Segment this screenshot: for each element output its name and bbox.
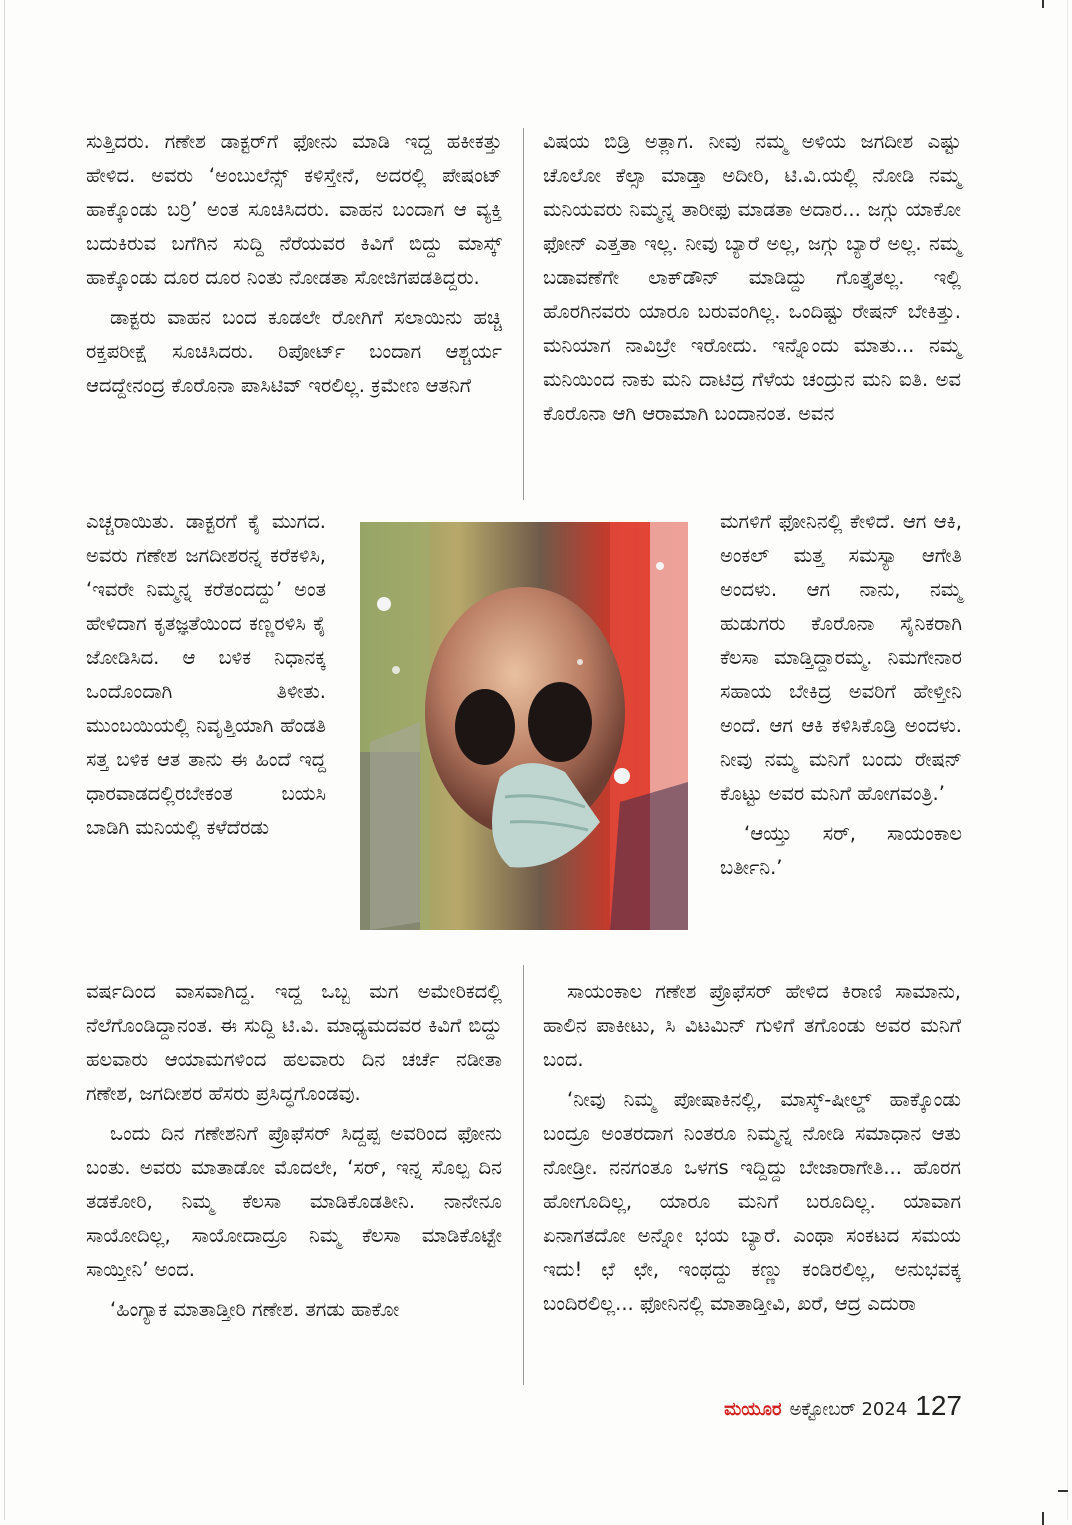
right-narrow-column bbox=[720, 505, 962, 891]
paragraph: ‘ಆಯ್ತು ಸರ್, ಸಾಯಂಕಾಲ ಬರ್ತೀನಿ.’ bbox=[720, 822, 962, 879]
illustration-icon bbox=[360, 522, 688, 930]
paragraph: ಎಚ್ಚರಾಯಿತು. ಡಾಕ್ಟರಗೆ ಕೈ ಮುಗದ. ಅವರು ಗಣೇಶ ಜಗದೀಶರನ್ನ ಕರೆಕಳಿಸಿ, ‘ಇವರೇ ನಿಮ್ಮನ್ನ ಕರೆತಂದದ್ದು’ ಅಂತ ಹೇಳಿದಾಗ ಕೃತಜ್ಞತೆಯಿಂದ ಕಣ್ಣರಳಿಸಿ ಕೈ ಜೋಡಿಸಿದ. ಆ ಬಳಿಕ ನಿಧಾನಕ್ಕ ಒಂದೊಂದಾಗಿ ತಿಳೀತು. ಮುಂಬಯಿಯಲ್ಲಿ ನಿವೃತ್ತಿಯಾಗಿ ಹೆಂಡತಿ ಸತ್ತ ಬಳಿಕ ಆತ ತಾನು ಈ ಹಿಂದೆ ಇದ್ದ ಧಾರವಾಡದಲ್ಲಿರಬೇಕಂತ ಬಯಸಿ ಬಾಡಿಗಿ ಮನಿಯಲ್ಲಿ ಕಳೆದೆರಡು bbox=[86, 510, 326, 839]
crop-mark bbox=[1042, 1512, 1044, 1525]
paragraph: ಒಂದು ದಿನ ಗಣೇಶನಿಗೆ ಪ್ರೊಫೆಸರ್ ಸಿದ್ದಪ್ಪ ಅವರಿಂದ ಫೋನು ಬಂತು. ಅವರು ಮಾತಾಡೋ ಮೊದಲೇ, ‘ಸರ್, ಇನ್ನ ಸೊಲ್ಪ ದಿನ ತಡಕೋರಿ, ನಿಮ್ಮ ಕೆಲಸಾ ಮಾಡಿಕೊಡತೀನಿ. ನಾನೇನೂ ಸಾಯೋದಿಲ್ಲ, ಸಾಯೋದಾದ್ರೂ ನಿಮ್ಮ ಕೆಲಸಾ ಮಾಡಿಕೊಟ್ಟೇ ಸಾಯ್ತೀನಿ’ ಅಂದ. bbox=[86, 1122, 502, 1281]
masked-skull-illustration bbox=[360, 522, 688, 930]
paragraph: ಮಗಳಿಗೆ ಫೋನಿನಲ್ಲಿ ಕೇಳಿದೆ. ಆಗ ಆಕಿ, ಅಂಕಲ್ ಮತ್ತ ಸಮಸ್ಯಾ ಆಗೇತಿ ಅಂದಳು. ಆಗ ನಾನು, ನಮ್ಮ ಹುಡುಗರು ಕೊರೊನಾ ಸೈನಿಕರಾಗಿ ಕೆಲಸಾ ಮಾಡ್ತಿದ್ದಾರಮ್ಮ. ನಿಮಗೇನಾರ ಸಹಾಯ ಬೇಕಿದ್ರ ಅವರಿಗೆ ಹೇಳ್ತೀನಿ ಅಂದೆ. ಆಗ ಆಕಿ ಕಳಿಸಿಕೊಡ್ರಿ ಅಂದಳು. ನೀವು ನಮ್ಮ ಮನಿಗೆ ಬಂದು ರೇಷನ್ ಕೊಟ್ಟು ಅವರ ಮನಿಗೆ ಹೋಗವಂತ್ರಿ.’ bbox=[720, 510, 962, 805]
page-number: 127 bbox=[915, 1390, 962, 1421]
paragraph: ‘ನೀವು ನಿಮ್ಮ ಪೋಷಾಕಿನಲ್ಲಿ, ಮಾಸ್ಕ್-ಷೀಲ್ಡ್ ಹಾಕ್ಕೊಂಡು ಬಂದ್ರೂ ಅಂತರದಾಗ ನಿಂತರೂ ನಿಮ್ಮನ್ನ ನೋಡಿ ಸಮಾಧಾನ ಆತು ನೋಡ್ರೀ. ನನಗಂತೂ ಒಳಗs ಇದ್ದಿದ್ದು ಬೇಜಾರಾಗೇತಿ... ಹೊರಗ ಹೋಗೂದಿಲ್ಲ, ಯಾರೂ ಮನಿಗೆ ಬರೂದಿಲ್ಲ. ಯಾವಾಗ ಏನಾಗತದೋ ಅನ್ನೋ ಭಯ ಬ್ಯಾರೆ. ಎಂಥಾ ಸಂಕಟದ ಸಮಯ ಇದು! ಛೆ ಛೇ, ಇಂಥದ್ದು ಕಣ್ಣು ಕಂಡಿರಲಿಲ್ಲ, ಅನುಭವಕ್ಕ ಬಂದಿರಲಿಲ್ಲ... ಫೋನಿನಲ್ಲಿ ಮಾತಾಡ್ತೀವಿ, ಖರೆ, ಆದ್ರ ಎದುರಾ bbox=[543, 1088, 961, 1315]
left-column bbox=[86, 125, 502, 409]
paragraph: ವಿಷಯ ಬಿಡ್ರಿ ಅತ್ಲಾಗ. ನೀವು ನಮ್ಮ ಅಳಿಯ ಜಗದೀಶ ಎಷ್ಟು ಚೊಲೋ ಕೆಲ್ಸಾ ಮಾಡ್ತಾ ಅದೀರಿ, ಟಿ.ವಿ.ಯಲ್ಲಿ ನೋಡಿ ನಮ್ಮ ಮನಿಯವರು ನಿಮ್ಮನ್ನ ತಾರೀಫು ಮಾಡತಾ ಅದಾರ... ಜಗ್ಗು ಯಾಕೋ ಫೋನ್ ಎತ್ತತಾ ಇಲ್ಲ. ನೀವು ಬ್ಯಾರೆ ಅಲ್ಲ, ಜಗ್ಗು ಬ್ಯಾರೆ ಅಲ್ಲ. ನಮ್ಮ ಬಡಾವಣೆಗೇ ಲಾಕ್‌ಡೌನ್ ಮಾಡಿದ್ದು ಗೊತ್ತೈತಲ್ಲ. ಇಲ್ಲಿ ಹೊರಗಿನವರು ಯಾರೂ ಬರುವಂಗಿಲ್ಲ. ಒಂದಿಷ್ಟು ರೇಷನ್ ಬೇಕಿತ್ತು. ಮನಿಯಾಗ ನಾವಿಬ್ರೇ ಇರೋದು. ಇನ್ನೊಂದು ಮಾತು... ನಮ್ಮ ಮನಿಯಿಂದ ನಾಕು ಮನಿ ದಾಟಿದ್ರ ಗೆಳೆಯ ಚಂದ್ರುನ ಮನಿ ಐತಿ. ಅವ ಕೊರೊನಾ ಆಗಿ ಆರಾಮಾಗಿ ಬಂದಾನಂತ. ಅವನ bbox=[543, 130, 961, 425]
right-column-lower bbox=[543, 975, 961, 1327]
paragraph: ಸಾಯಂಕಾಲ ಗಣೇಶ ಪ್ರೊಫೆಸರ್ ಹೇಳಿದ ಕಿರಾಣಿ ಸಾಮಾನು, ಹಾಲಿನ ಪಾಕೀಟು, ಸಿ ವಿಟಮಿನ್ ಗುಳಿಗೆ ತಗೊಂಡು ಅವರ ಮನಿಗೆ ಬಂದ. bbox=[543, 980, 961, 1071]
magazine-logo: ಮಯೂರ bbox=[724, 1399, 782, 1420]
left-narrow-column bbox=[86, 505, 326, 851]
column-divider bbox=[523, 965, 524, 1385]
paragraph: ಸುತ್ತಿದರು. ಗಣೇಶ ಡಾಕ್ಟರ್‌ಗೆ ಫೋನು ಮಾಡಿ ಇದ್ದ ಹಕೀಕತ್ತು ಹೇಳಿದ. ಅವರು ‘ಅಂಬುಲೆನ್ಸ್ ಕಳಿಸ್ತೇನೆ, ಅದರಲ್ಲಿ ಪೇಷಂಟ್ ಹಾಕ್ಕೊಂಡು ಬರ್ರಿ’ ಅಂತ ಸೂಚಿಸಿದರು. ವಾಹನ ಬಂದಾಗ ಆ ವ್ಯಕ್ತಿ ಬದುಕಿರುವ ಬಗೆಗಿನ ಸುದ್ದಿ ನೆರೆಯವರ ಕಿವಿಗೆ ಬಿದ್ದು ಮಾಸ್ಕ್ ಹಾಕ್ಕೊಂಡು ದೂರ ದೂರ ನಿಂತು ನೋಡತಾ ಸೋಜಿಗಪಡತಿದ್ದರು. bbox=[86, 130, 502, 289]
paragraph: ವರ್ಷದಿಂದ ವಾಸವಾಗಿದ್ದ. ಇದ್ದ ಒಬ್ಬ ಮಗ ಅಮೇರಿಕದಲ್ಲಿ ನೆಲೆಗೊಂಡಿದ್ದಾನಂತ. ಈ ಸುದ್ದಿ ಟಿ.ವಿ. ಮಾಧ್ಯಮದವರ ಕಿವಿಗೆ ಬಿದ್ದು ಹಲವಾರು ಆಯಾಮಗಳಿಂದ ಹಲವಾರು ದಿನ ಚರ್ಚೆ ನಡೀತಾ ಗಣೇಶ, ಜಗದೀಶರ ಹೆಸರು ಪ್ರಸಿದ್ಧಗೊಂಡವು. bbox=[86, 980, 502, 1105]
crop-mark bbox=[1058, 1490, 1068, 1492]
left-column-lower bbox=[86, 975, 502, 1333]
issue-date: ಅಕ್ಟೋಬರ್ 2024 bbox=[789, 1399, 908, 1420]
right-column bbox=[543, 125, 961, 437]
paragraph: ‘ಹಿಂಗ್ಯಾಕ ಮಾತಾಡ್ತೀರಿ ಗಣೇಶ. ತಗಡು ಹಾಕೋ bbox=[110, 1298, 400, 1321]
crop-mark bbox=[1042, 0, 1044, 8]
column-divider bbox=[523, 128, 524, 500]
page-footer bbox=[724, 1390, 962, 1422]
paragraph: ಡಾಕ್ಟರು ವಾಹನ ಬಂದ ಕೂಡಲೇ ರೋಗಿಗೆ ಸಲಾಯಿನು ಹಚ್ಚಿ ರಕ್ತಪರೀಕ್ಷೆ ಸೂಚಿಸಿದರು. ರಿಪೋರ್ಟ್ ಬಂದಾಗ ಆಶ್ಚರ್ಯ ಆದದ್ದೇನಂದ್ರ ಕೊರೊನಾ ಪಾಸಿಟಿವ್ ಇರಲಿಲ್ಲ. ಕ್ರಮೇಣ ಆತನಿಗೆ bbox=[86, 306, 502, 397]
